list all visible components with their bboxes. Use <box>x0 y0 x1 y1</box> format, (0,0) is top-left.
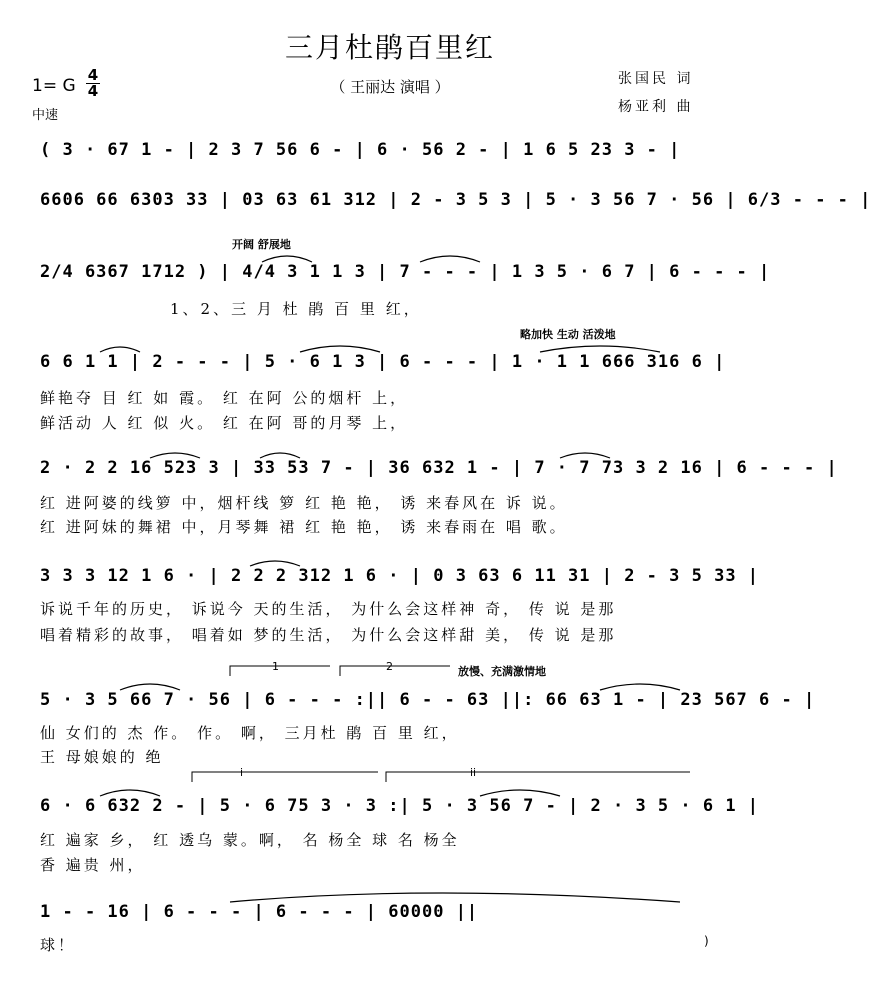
lyric-line-9a: 球！ <box>40 936 77 954</box>
lyric-line-4b: 鲜活动 人 红 似 火。 红 在阿 哥的月琴 上， <box>40 414 409 432</box>
lyric-line-3a: 1、2、三 月 杜 鹃 百 里 红， <box>170 300 422 318</box>
slur <box>150 453 200 458</box>
score-line-3: 2/4 6367 1712 ) | 4/4 3 1 1 3 | 7 - - - | 1 3 5 · 6 7 | 6 - - - | <box>40 262 771 282</box>
expression-mark-3: 放慢、充满激情地 <box>458 665 546 678</box>
score-line-9: 1 - - 16 | 6 - - - | 6 - - - | 60000 || <box>40 902 479 922</box>
composer-credit: 杨亚利 曲 <box>618 99 694 115</box>
score-line-2: 6606 66 6303 33 | 03 63 61 312 | 2 - 3 5 3 | 5 · 3 56 7 · 56 | 6/3 - - - | <box>40 190 871 210</box>
slur <box>120 684 180 690</box>
lyric-line-4a: 鲜艳夺 目 红 如 霞。 红 在阿 公的烟杆 上， <box>40 389 409 407</box>
lyric-line-5a: 红 进阿婆的线箩 中，烟杆线 箩 红 艳 艳， 诱 来春风在 诉 说。 <box>40 494 568 512</box>
volta-bracket-ii <box>386 772 690 782</box>
slur <box>250 561 300 566</box>
score-line-4: 6 6 1 1 | 2 - - - | 5 · 6 1 3 | 6 - - - | 1 · 1 1 666 316 6 | <box>40 352 726 372</box>
volta-bracket-2 <box>340 666 450 676</box>
slur <box>480 790 560 796</box>
slur <box>560 453 610 458</box>
lyric-line-6b: 唱着精彩的故事， 唱着如 梦的生活， 为什么会这样甜 美， 传 说 是那 <box>40 626 617 644</box>
score-line-5: 2 · 2 2 16 523 3 | 33 53 7 - | 36 632 1 - | 7 · 7 73 3 2 16 | 6 - - - | <box>40 458 838 478</box>
slur <box>230 893 680 902</box>
singer-credit: （ 王丽达 演唱 ） <box>330 78 450 96</box>
end-mark: ) <box>704 934 709 948</box>
slur <box>260 453 300 458</box>
volta-label-2: 2 <box>386 660 393 673</box>
volta-label-1: 1 <box>272 660 279 673</box>
time-signature-bottom: 4 <box>87 82 99 100</box>
lyric-line-8a: 红 遍家 乡， 红 透乌 蒙。啊， 名 杨全 球 名 杨全 <box>40 831 460 849</box>
slur <box>600 684 680 690</box>
volta-label-ii: ii <box>470 766 477 779</box>
song-title: 三月杜鹃百里红 <box>284 31 495 64</box>
lyric-line-8b: 香 遍贵 州， <box>40 856 146 874</box>
lyric-line-5b: 红 进阿妹的舞裙 中，月琴舞 裙 红 艳 艳， 诱 来春雨在 唱 歌。 <box>40 518 568 536</box>
volta-label-i: i <box>240 766 244 779</box>
score-line-6: 3 3 3 12 1 6 · | 2 2 2 312 1 6 · | 0 3 63 6 11 31 | 2 - 3 5 33 | <box>40 566 760 586</box>
slur <box>420 256 480 262</box>
score-line-8: 6 · 6 632 2 - | 5 · 6 75 3 · 3 :| 5 · 3 56 7 - | 2 · 3 5 · 6 1 | <box>40 796 760 816</box>
lyricist-credit: 张国民 词 <box>618 71 694 87</box>
score-line-7: 5 · 3 5 66 7 · 56 | 6 - - - :|| 6 - - 63 ||: 66 63 1 - | 23 567 6 - | <box>40 690 816 710</box>
slur <box>540 346 660 352</box>
expression-mark-1: 开阔 舒展地 <box>232 238 291 251</box>
key-signature: 1= G <box>32 76 76 96</box>
volta-bracket-i <box>192 772 378 782</box>
score-line-1: ( 3 · 67 1 - | 2 3 7 56 6 - | 6 · 56 2 - | 1 6 5 23 3 - | <box>40 140 681 160</box>
volta-bracket-1 <box>230 666 330 676</box>
lyric-line-7a: 仙 女们的 杰 作。 作。 啊， 三月杜 鹃 百 里 红， <box>40 724 460 742</box>
lyric-line-7b: 王 母娘娘的 绝 <box>40 748 164 766</box>
slur <box>300 346 380 352</box>
expression-mark-2: 略加快 生动 活泼地 <box>520 328 616 341</box>
tempo-marking: 中速 <box>32 108 59 123</box>
slur <box>262 256 312 262</box>
slur <box>100 790 160 796</box>
time-signature-top: 4 <box>87 66 99 84</box>
slur <box>100 347 140 352</box>
lyric-line-6a: 诉说千年的历史， 诉说今 天的生活， 为什么会这样神 奇， 传 说 是那 <box>40 600 617 618</box>
